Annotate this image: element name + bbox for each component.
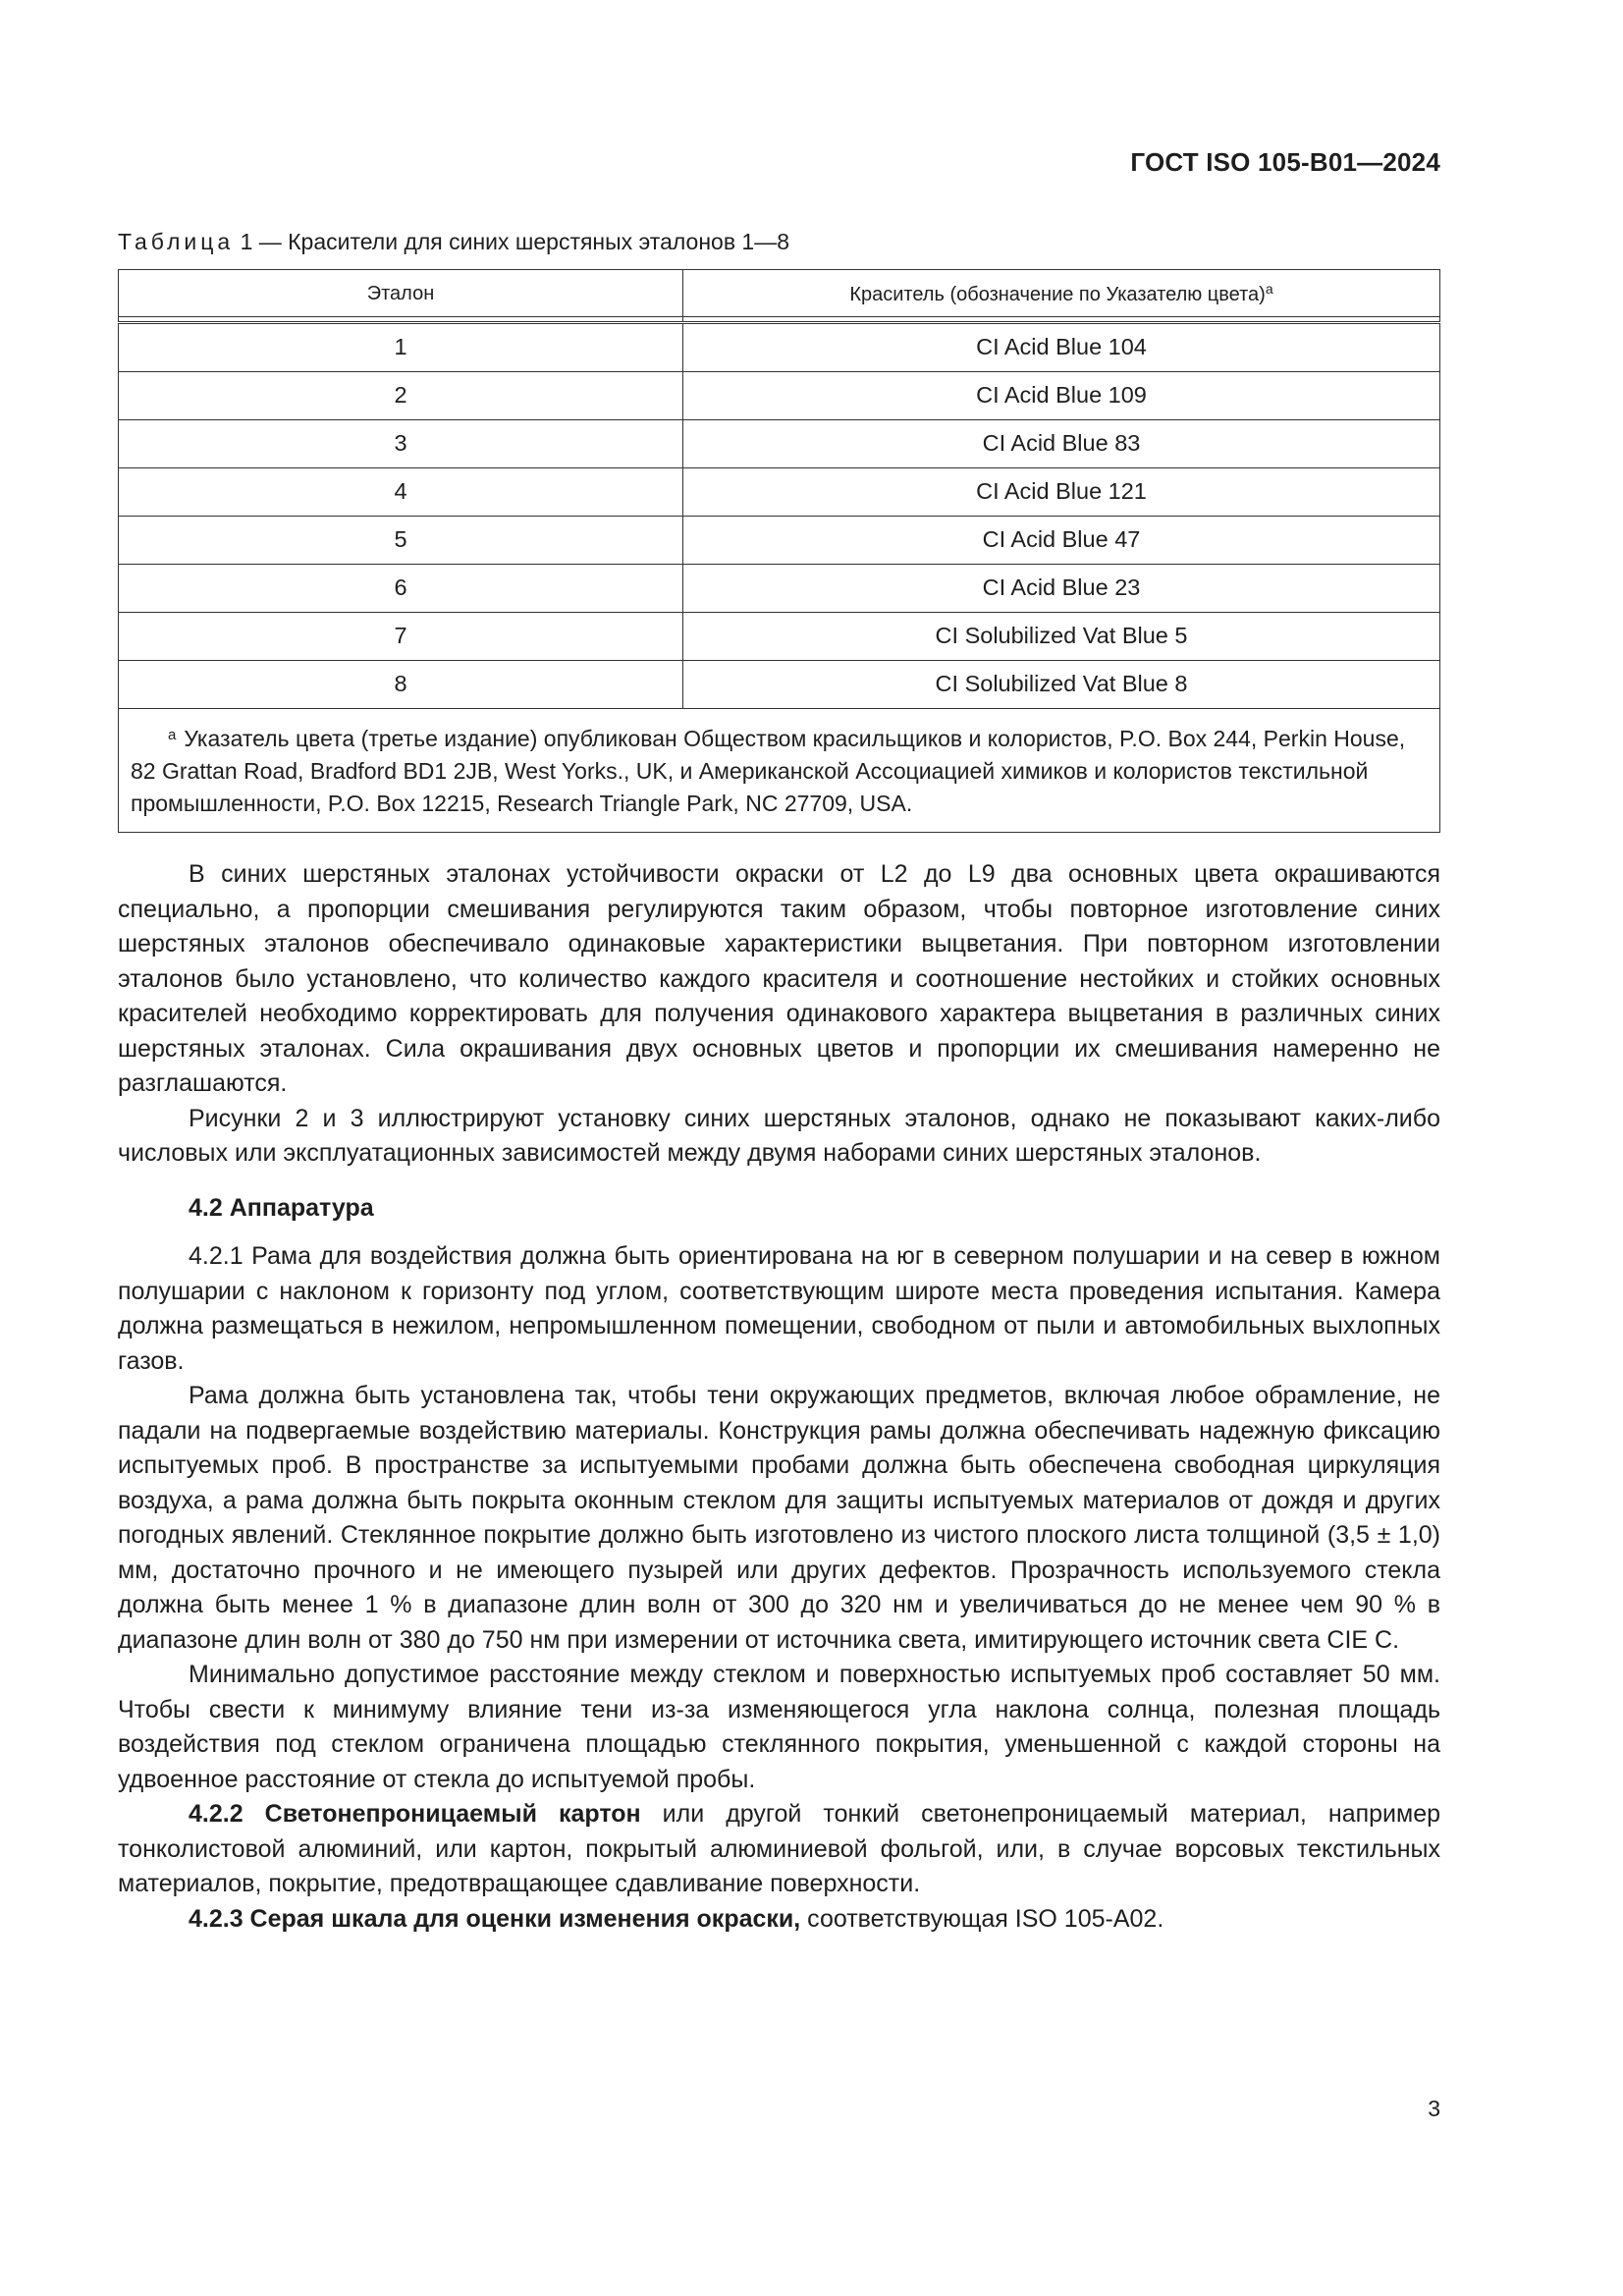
cell-dye: CI Acid Blue 104 (683, 323, 1440, 372)
cell-standard: 6 (119, 565, 683, 613)
cell-dye: CI Solubilized Vat Blue 8 (683, 661, 1440, 709)
cell-standard: 3 (119, 420, 683, 468)
paragraph: В синих шерстяных эталонах устойчивости окраски от L2 до L9 два основных цвета окрашиваются специально, а пропорции смешивания регулируются таким образом, чтобы повторное изготовление синих шерстяных эталонов обеспечивало одинаковые характеристики выцветания. При повторном изготовлении эталонов было установлено, что количество каждого красителя и соотношение нестойких и стойких основных красителей необходимо корректировать для получения одинакового характера выцветания в различных синих шерстяных эталонах. Сила окрашивания двух основных цветов и пропорции их смешивания намеренно не разглашаются. (118, 860, 1440, 1097)
table-header-row (119, 270, 1440, 317)
cell-dye: CI Acid Blue 23 (683, 565, 1440, 613)
body-text (118, 857, 1440, 1937)
cell-standard: 2 (119, 372, 683, 420)
table-caption-prefix: Таблица (118, 229, 235, 254)
footnote-mark: a (168, 727, 177, 743)
paragraph-bold-lead: 4.2.2 Светонепроницаемый картон (189, 1800, 641, 1828)
table-row (119, 323, 1440, 372)
section-heading: 4.2 Аппаратура (189, 1193, 374, 1222)
paragraph (118, 1902, 1440, 1938)
cell-standard: 5 (119, 517, 683, 565)
paragraph-rest: или другой тонкий светонепроницаемый материал, например тонколистовой алюминий, или картон, покрытый алюминиевой фольгой, или, в случае ворсовых текстильных материалов, покрытие, предотвращающее сдавливание поверхности. (118, 1800, 1440, 1897)
table-row (119, 517, 1440, 565)
cell-dye: CI Acid Blue 83 (683, 420, 1440, 468)
document-header: ГОСТ ISO 105-B01—2024 (1130, 147, 1440, 177)
cell-standard: 1 (119, 323, 683, 372)
table-row (119, 468, 1440, 517)
cell-standard: 7 (119, 613, 683, 661)
cell-dye: CI Acid Blue 121 (683, 468, 1440, 517)
column-header-footnote-mark: a (1265, 281, 1273, 297)
dyes-table (118, 269, 1440, 833)
table-row (119, 420, 1440, 468)
table-row (119, 565, 1440, 613)
paragraph: 4.2.1 Рама для воздействия должна быть ориентирована на юг в северном полушарии и на север в южном полушарии с наклоном к горизонту под углом, соответствующим широте места проведения испытания. Камера должна размещаться в нежилом, непромышленном помещении, свободном от пыли и автомобильных выхлопных газов. (118, 1242, 1440, 1375)
column-header-standard: Эталон (119, 270, 683, 317)
paragraph: Рисунки 2 и 3 иллюстрируют установку синих шерстяных эталонов, однако не показывают каких-либо числовых или эксплуатационных зависимостей между двумя наборами синих шерстяных эталонов. (118, 1104, 1440, 1167)
column-header-dye-text: Краситель (обозначение по Указателю цвета) (849, 284, 1266, 305)
cell-dye: CI Acid Blue 109 (683, 372, 1440, 420)
paragraph (118, 1797, 1440, 1902)
paragraph: Рама должна быть установлена так, чтобы тени окружающих предметов, включая любое обрамление, не падали на подвергаемые воздействию материалы. Конструкция рамы должна обеспечивать надежную фиксацию испытуемых проб. В пространстве за испытуемыми пробами должна быть обеспечена свободная циркуляция воздуха, а рама должна быть покрыта оконным стеклом для защиты испытуемых материалов от дождя и других погодных явлений. Стеклянное покрытие должно быть изготовлено из чистого плоского листа толщиной (3,5 ± 1,0) мм, достаточно прочного и не имеющего пузырей или других дефектов. Прозрачность используемого стекла должна быть менее 1 % в диапазоне длин волн от 300 до 320 нм и увеличиваться до не менее чем 90 % в диапазоне длин волн от 380 до 750 нм при измерении от источника света, имитирующего источник света CIE C. (118, 1382, 1440, 1654)
table-footnote (119, 709, 1440, 833)
page-number: 3 (1428, 2096, 1440, 2121)
table-footnote-row (119, 709, 1440, 833)
cell-dye: CI Acid Blue 47 (683, 517, 1440, 565)
footnote-text: Указатель цвета (третье издание) опубликован Обществом красильщиков и колористов, P.O. Box 244, Perkin House, 82 Grattan Road, Bradford BD1 2JB, West Yorks., UK, и Американской Ассоциацией химиков и колористов текстильной промышленности, P.O. Box 12215, Research Triangle Park, NC 27709, USA. (131, 726, 1406, 816)
table-row (119, 613, 1440, 661)
paragraph-bold-lead: 4.2.3 Серая шкала для оценки изменения окраски, (189, 1904, 801, 1933)
cell-standard: 4 (119, 468, 683, 517)
column-header-dye (683, 270, 1440, 317)
paragraph-rest: соответствующая ISO 105-A02. (800, 1904, 1164, 1933)
table-row (119, 372, 1440, 420)
cell-standard: 8 (119, 661, 683, 709)
table-row (119, 661, 1440, 709)
cell-dye: CI Solubilized Vat Blue 5 (683, 613, 1440, 661)
table-caption (118, 229, 789, 255)
paragraph: Минимально допустимое расстояние между стеклом и поверхностью испытуемых проб составляет 50 мм. Чтобы свести к минимуму влияние тени из-за изменяющегося угла наклона солнца, полезная площадь воздействия под стеклом ограничена площадью стеклянного покрытия, уменьшенной с каждой стороны на удвоенное расстояние от стекла до испытуемой пробы. (118, 1661, 1440, 1793)
table-caption-text: 1 — Красители для синих шерстяных эталонов 1—8 (234, 229, 790, 254)
